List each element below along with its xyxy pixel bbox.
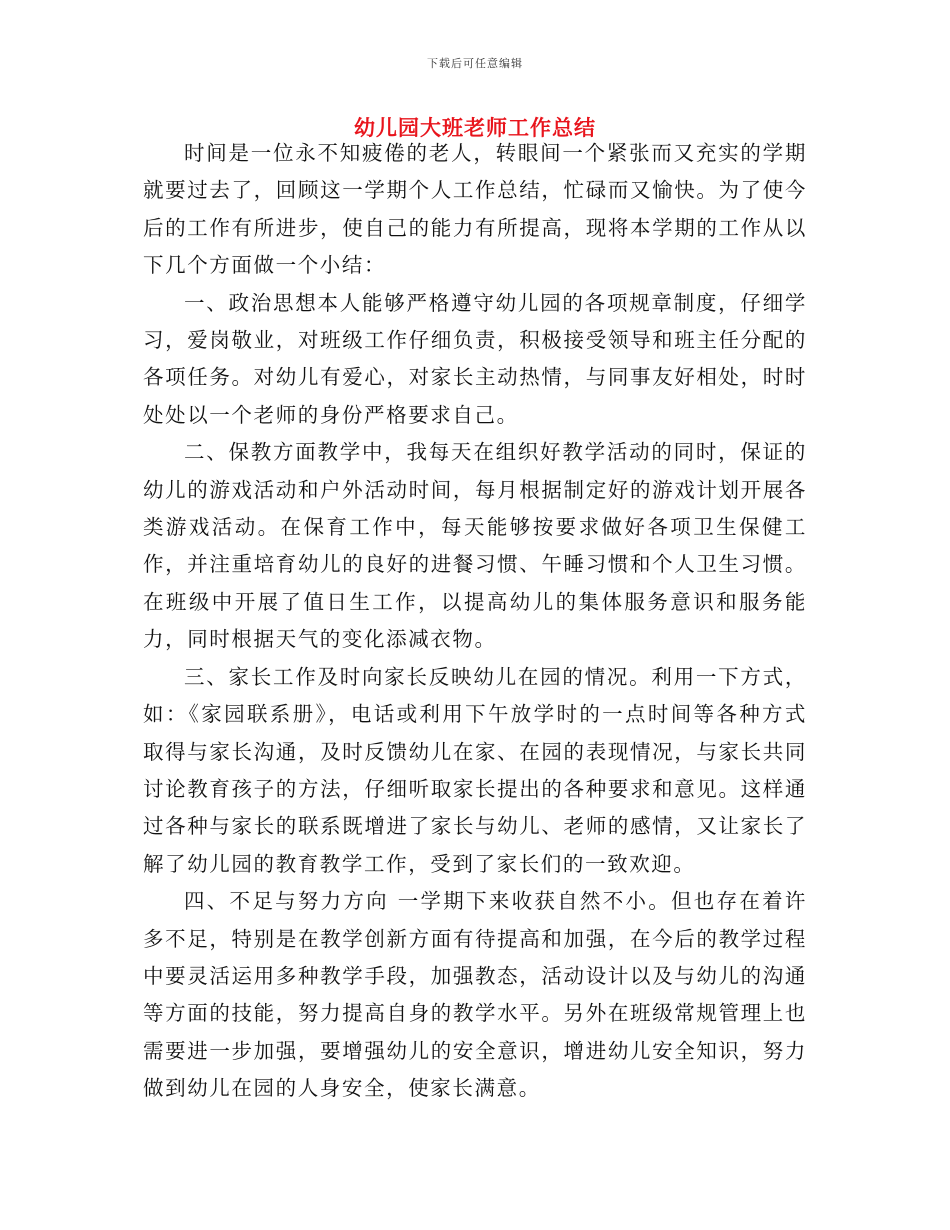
paragraph-improvement: 四、不足与努力方向 一学期下来收获自然不小。但也存在着许多不足，特别是在教学创新方面有待提高和加强，在今后的教学过程中要灵活运用多种教学手段，加强教态，活动设计以及与幼儿的沟通等方面的技能，努力提高自身的教学水平。另外在班级常规管理上也需要进一步加强，要增强幼儿的安全意识，增进幼儿安全知识，努力做到幼儿在园的人身安全，使家长满意。 xyxy=(143,889,807,1101)
paragraph-teaching: 二、保教方面教学中，我每天在组织好教学活动的同时，保证的幼儿的游戏活动和户外活动时间，每月根据制定好的游戏计划开展各类游戏活动。在保育工作中，每天能够按要求做好各项卫生保健工作，并注重培育幼儿的良好的进餐习惯、午睡习惯和个人卫生习惯。在班级中开展了值日生工作，以提高幼儿的集体服务意识和服务能力，同时根据天气的变化添减衣物。 xyxy=(143,440,807,652)
paragraph-intro: 时间是一位永不知疲倦的老人，转眼间一个紧张而又充实的学期就要过去了，回顾这一学期个人工作总结，忙碌而又愉快。为了使今后的工作有所进步，使自己的能力有所提高，现将本学期的工作从以下几个方面做一个小结： xyxy=(143,141,807,278)
document-title: 幼儿园大班老师工作总结 xyxy=(354,116,596,140)
header-note: 下载后可任意编辑 xyxy=(427,57,523,70)
document-body xyxy=(143,135,807,1108)
paragraph-political: 一、政治思想本人能够严格遵守幼儿园的各项规章制度，仔细学习，爱岗敬业，对班级工作仔细负责，积极接受领导和班主任分配的各项任务。对幼儿有爱心，对家长主动热情，与同事友好相处，时时处处以一个老师的身份严格要求自己。 xyxy=(143,290,807,427)
paragraph-parents: 三、家长工作及时向家长反映幼儿在园的情况。利用一下方式，如：《家园联系册》，电话或利用下午放学时的一点时间等各种方式取得与家长沟通，及时反馈幼儿在家、在园的表现情况，与家长共同讨论教育孩子的方法，仔细听取家长提出的各种要求和意见。这样通过各种与家长的联系既增进了家长与幼儿、老师的感情，又让家长了解了幼儿园的教育教学工作，受到了家长们的一致欢迎。 xyxy=(143,664,807,876)
